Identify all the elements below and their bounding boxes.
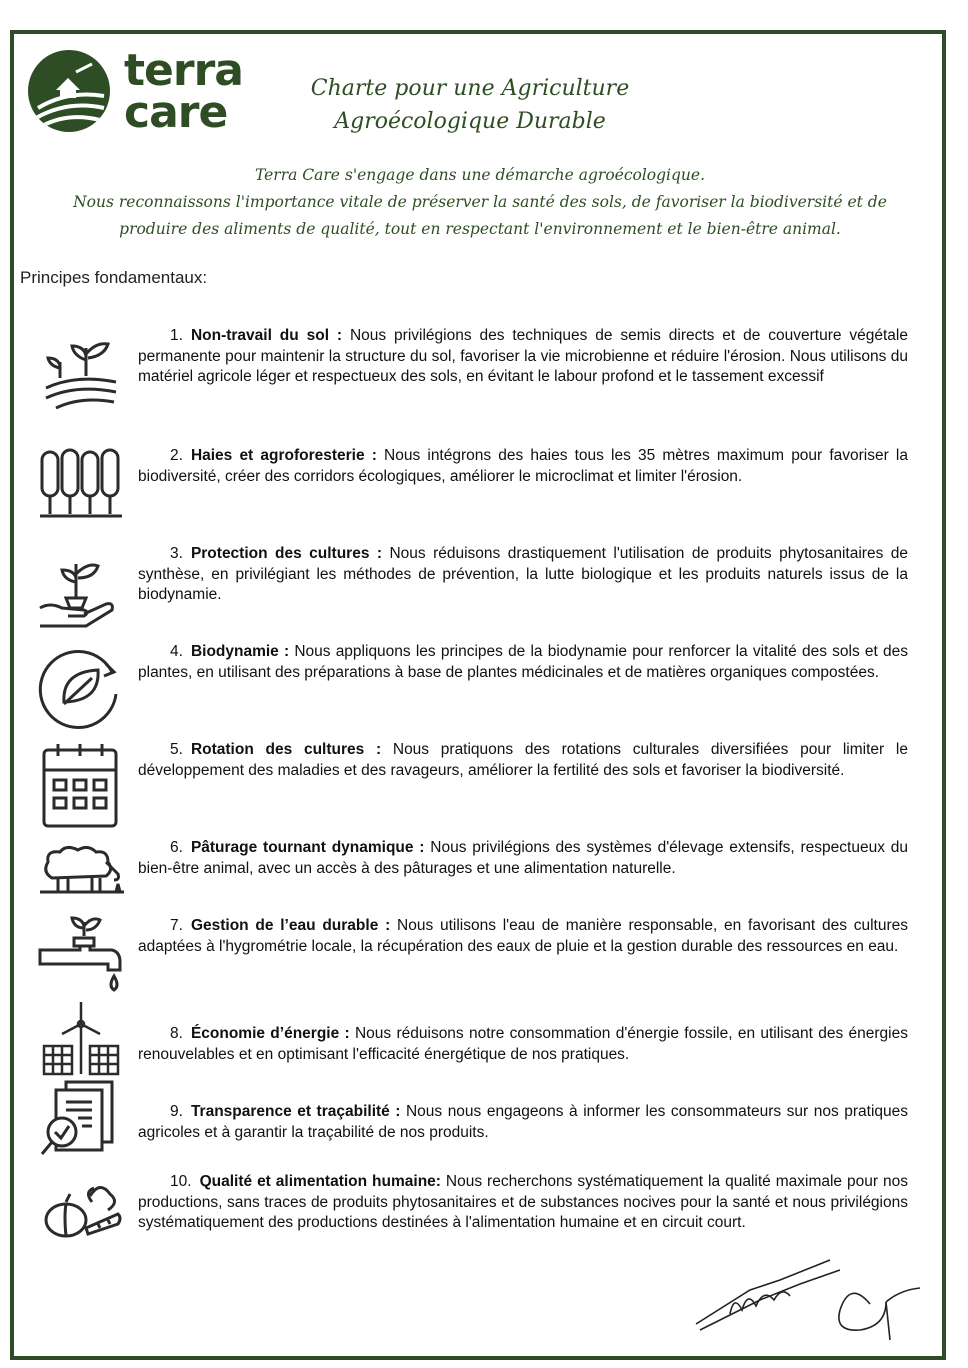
principle-text [138, 1024, 908, 1065]
document-check-icon [36, 1080, 126, 1170]
principle-number: 7. [170, 917, 183, 934]
logo-word-terra: terra [124, 45, 243, 96]
principle-text [138, 1102, 908, 1143]
principle-title: Biodynamie : [190, 643, 290, 660]
plant-in-hand-icon [36, 544, 126, 634]
principle-title: Non-travail du sol : [190, 327, 343, 344]
water-tap-icon [36, 916, 126, 1006]
terra-care-logo [28, 46, 258, 136]
calendar-icon [36, 740, 126, 830]
principle-number: 2. [170, 447, 183, 464]
principle-body: Nous appliquons les principes de la biodynamie pour renforcer la vitalité des sols et des plantes, en utilisant des préparations à base de plantes médicinales et de matières organiques compostées. [138, 643, 908, 681]
seedling-field-icon [36, 326, 126, 416]
principle-body: Nous privilégions des systèmes d'élevage extensifs, respectueux du bien-être animal, avec un accès à des pâturages et une alimentation naturelle. [138, 839, 908, 877]
principle-number: 1. [170, 327, 183, 344]
principle-body: Nous privilégions des techniques de semis directs et de couverture végétale permanente pour maintenir la structure du sol, favoriser la vie microbienne et réduire l'érosion. Nous utilisons du matériel agricole léger et respectueux des sols, en évitant le labour profond et le tassement excessif [138, 327, 908, 385]
principle-title: Pâturage tournant dynamique : [190, 839, 425, 856]
principle-number: 6. [170, 839, 183, 856]
intro-line-1: Terra Care s'engage dans une démarche agroécologique. [254, 166, 706, 184]
principle-number: 9. [170, 1103, 183, 1120]
principle-body: Nous intégrons des haies tous les 35 mètres maximum pour favoriser la biodiversité, créer des corridors écologiques, améliorer le microclimat et limiter l'érosion. [138, 447, 908, 485]
vegetables-icon [36, 1172, 126, 1262]
principle-title: Protection des cultures : [190, 545, 383, 562]
principle-number: 4. [170, 643, 183, 660]
section-title: Principes fondamentaux: [20, 268, 208, 287]
principle-body: Nous nous engageons à informer les consommateurs sur nos pratiques agricoles et à garantir la traçabilité de nos produits. [138, 1103, 908, 1141]
principle-text [138, 838, 908, 879]
wind-solar-icon [36, 1002, 126, 1092]
principle-text [138, 326, 908, 388]
title-line-1: Charte pour une Agriculture [310, 76, 630, 101]
principle-title: Économie d’énergie : [190, 1025, 350, 1042]
principle-body: Nous réduisons drastiquement l'utilisation de produits phytosanitaires de synthèse, en privilégiant les méthodes de prévention, la lutte biologique et les produits naturels issus de la biodynamie. [138, 545, 909, 603]
principle-number: 3. [170, 545, 183, 562]
logo-word-care: care [124, 87, 228, 138]
principle-text [138, 446, 908, 487]
principle-number: 8. [170, 1025, 183, 1042]
leaf-cycle-icon [36, 642, 126, 732]
principle-body: Nous utilisons l'eau de manière responsable, en favorisant des cultures adaptées à l'hygrométrie locale, la récupération des eaux de pluie et la gestion durable des ressources en eau. [138, 917, 908, 955]
principle-text [138, 544, 908, 606]
principle-title: Qualité et alimentation humaine: [199, 1173, 441, 1190]
document-title [290, 72, 650, 138]
title-line-2: Agroécologique Durable [334, 109, 606, 134]
principle-text [138, 642, 908, 683]
farm-logo-icon [28, 50, 110, 132]
principle-text [138, 1172, 908, 1234]
principle-title: Gestion de l’eau durable : [190, 917, 391, 934]
principle-body: Nous pratiquons des rotations culturales diversifiées pour limiter le développement des maladies et des ravageurs, améliorer la fertilité des sols et favoriser la biodiversité. [138, 741, 908, 779]
trees-icon [36, 446, 126, 536]
principle-text [138, 916, 908, 957]
intro-paragraph [40, 162, 920, 243]
principle-title: Transparence et traçabilité : [190, 1103, 401, 1120]
signatures [690, 1250, 930, 1350]
principle-body: Nous réduisons notre consommation d'énergie fossile, en utilisant des énergies renouvelables et en optimisant l'efficacité énergétique de nos pratiques. [138, 1025, 908, 1063]
principle-number: 5. [170, 741, 183, 758]
principle-title: Haies et agroforesterie : [190, 447, 377, 464]
principle-body: Nous recherchons systématiquement la qualité maximale pour nos productions, sans traces de produits phytosanitaires et de substances nocives pour la santé et nous privilégions systématiquement des productions destinées à l'alimentation humaine et en circuit court. [138, 1173, 908, 1231]
principle-text [138, 740, 908, 781]
principle-title: Rotation des cultures : [190, 741, 382, 758]
intro-line-2: Nous reconnaissons l'importance vitale de préserver la santé des sols, de favoriser la biodiversité et de produire des aliments de qualité, tout en respectant l'environnement et le bien-être animal. [73, 193, 887, 238]
sheep-icon [36, 838, 126, 928]
principle-number: 10. [170, 1173, 192, 1190]
